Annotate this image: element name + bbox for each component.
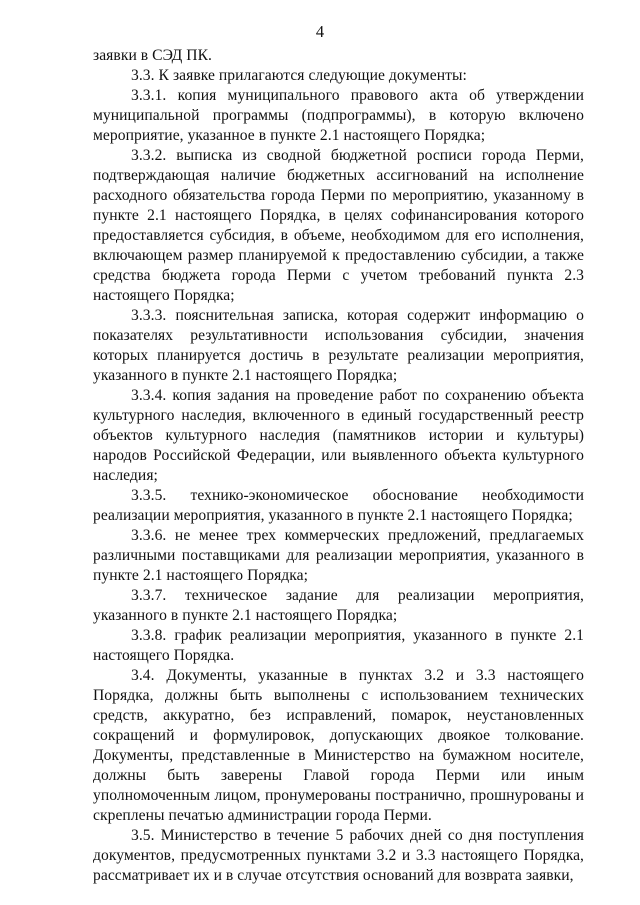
paragraph-3-5: 3.5. Министерство в течение 5 рабочих дней со дня поступления документов, предусмотренных пунктами 3.2 и 3.3 настоящего Порядка, рассматривает их и в случае отсутствия оснований для возврата заявки,	[93, 827, 584, 884]
paragraph-3-4: 3.4. Документы, указанные в пунктах 3.2 и 3.3 настоящего Порядка, должны быть выполнены с использованием технических средств, аккуратно, без исправлений, помарок, неустановленных сокращений и формулировок, допускающих двоякое толкование. Документы, представленные в Министерство на бумажном носителе, должны быть заверены Главой города Перми или иным уполномоченным лицом, пронумерованы постранично, прошнурованы и скреплены печатью администрации города Перми.	[93, 667, 584, 824]
paragraph-3-3-4: 3.3.4. копия задания на проведение работ по сохранению объекта культурного наследия, включенного в единый государственный реестр объектов культурного наследия (памятников истории и культуры) народов Российской Федерации, или выявленного объекта культурного наследия;	[93, 387, 584, 484]
page-number: 4	[315, 22, 325, 41]
paragraph-3-3-8: 3.3.8. график реализации мероприятия, указанного в пункте 2.1 настоящего Порядка.	[93, 627, 584, 664]
paragraph-3-3-7: 3.3.7. техническое задание для реализации мероприятия, указанного в пункте 2.1 настоящего Порядка;	[93, 587, 584, 624]
document-body	[93, 46, 584, 886]
paragraph-continuation: заявки в СЭД ПК.	[93, 47, 212, 64]
paragraph-3-3-5: 3.3.5. технико-экономическое обоснование необходимости реализации мероприятия, указанного в пункте 2.1 настоящего Порядка;	[93, 487, 584, 524]
paragraph-3-3: 3.3. К заявке прилагаются следующие документы:	[131, 67, 467, 84]
paragraph-3-3-2: 3.3.2. выписка из сводной бюджетной росписи города Перми, подтверждающая наличие бюджетных ассигнований на исполнение расходного обязательства города Перми по мероприятию, указанному в пункте 2.1 настоящего Порядка, в целях софинансирования которого предоставляется субсидия, в объеме, необходимом для его исполнения, включающем размер планируемой к предоставлению субсидии, а также средства бюджета города Перми с учетом требований пункта 2.3 настоящего Порядка;	[93, 147, 584, 304]
paragraph-3-3-3: 3.3.3. пояснительная записка, которая содержит информацию о показателях результативности использования субсидии, значения которых планируется достичь в результате реализации мероприятия, указанного в пункте 2.1 настоящего Порядка;	[93, 307, 584, 384]
paragraph-3-3-6: 3.3.6. не менее трех коммерческих предложений, предлагаемых различными поставщиками для реализации мероприятия, указанного в пункте 2.1 настоящего Порядка;	[93, 527, 584, 584]
paragraph-3-3-1: 3.3.1. копия муниципального правового акта об утверждении муниципальной программы (подпрограммы), в которую включено мероприятие, указанное в пункте 2.1 настоящего Порядка;	[93, 87, 584, 144]
